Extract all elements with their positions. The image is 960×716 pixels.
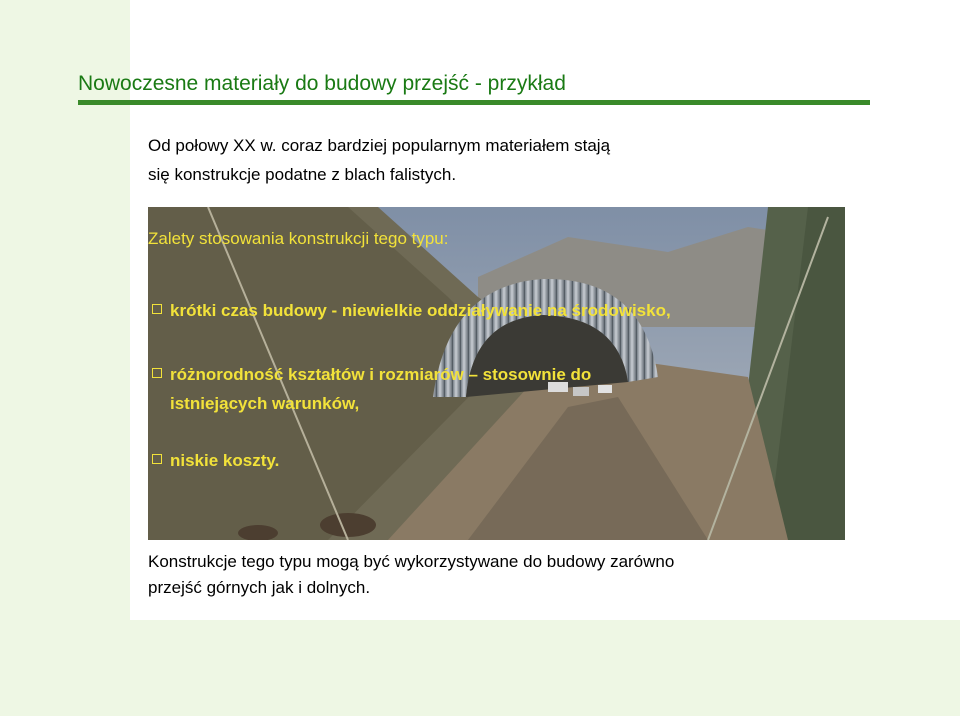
- advantage-text: różnorodność kształtów i rozmiarów – stosownie do: [170, 365, 592, 384]
- advantage-text-continued: istniejących warunków,: [170, 394, 360, 413]
- tunnel-construction-photo: [148, 207, 845, 540]
- checkbox-bullet-icon: [152, 304, 162, 314]
- advantage-item: [152, 301, 671, 321]
- advantage-text: krótki czas budowy - niewielkie oddziaływanie na środowisko,: [170, 301, 671, 320]
- title-underline: [78, 100, 870, 105]
- bottom-background-stripe: [0, 620, 960, 716]
- intro-line-2: się konstrukcje podatne z blach falistych.: [148, 165, 457, 184]
- slide-title: Nowoczesne materiały do budowy przejść - przykład: [78, 72, 566, 95]
- advantage-item: [152, 451, 279, 471]
- intro-line-1: Od połowy XX w. coraz bardziej popularnym materiałem stają: [148, 136, 611, 155]
- intro-paragraph: [148, 131, 610, 189]
- closing-paragraph: [148, 549, 674, 601]
- advantage-text: niskie koszty.: [170, 451, 280, 470]
- advantage-item: [152, 360, 591, 418]
- closing-line-1: Konstrukcje tego typu mogą być wykorzystywane do budowy zarówno: [148, 552, 675, 571]
- advantages-overlay: [148, 207, 845, 540]
- advantages-heading: Zalety stosowania konstrukcji tego typu:: [148, 229, 449, 248]
- closing-line-2: przejść górnych jak i dolnych.: [148, 578, 371, 597]
- checkbox-bullet-icon: [152, 368, 162, 378]
- checkbox-bullet-icon: [152, 454, 162, 464]
